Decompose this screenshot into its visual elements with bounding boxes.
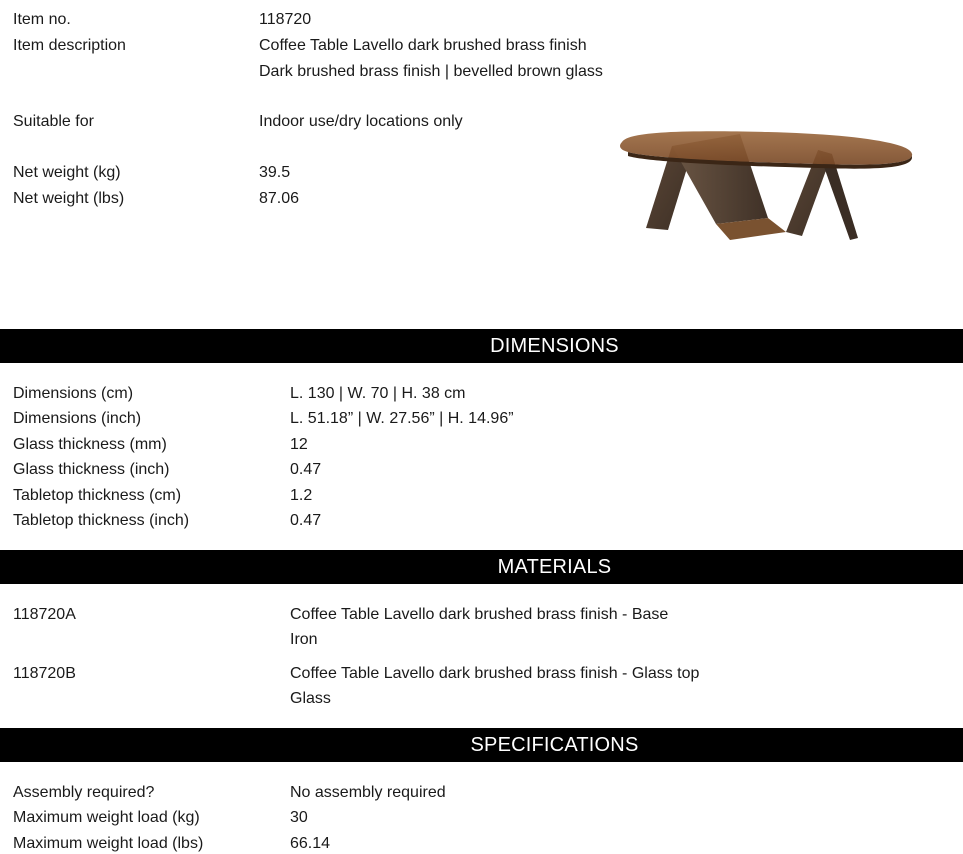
dimensions-value: L. 130 | W. 70 | H. 38 cm [290,385,466,402]
dimensions-heading: DIMENSIONS [0,329,963,363]
specification-label: Maximum weight load (kg) [13,809,200,826]
specification-value: No assembly required [290,784,446,801]
dimensions-label: Tabletop thickness (inch) [13,512,190,529]
specification-value: 30 [290,809,308,826]
item-description-line-1: Coffee Table Lavello dark brushed brass finish [259,37,587,54]
item-no-label: Item no. [13,11,71,28]
net-weight-kg-label: Net weight (kg) [13,164,121,181]
dimensions-value: 0.47 [290,512,322,529]
dimensions-label: Dimensions (cm) [13,385,134,402]
item-description-line-2: Dark brushed brass finish | bevelled brown glass [259,63,603,80]
item-no-value: 118720 [259,11,312,28]
material-description: Coffee Table Lavello dark brushed brass finish - Base [290,606,669,623]
dimensions-value: 12 [290,436,308,453]
specification-label: Assembly required? [13,784,155,801]
item-description-label: Item description [13,37,126,54]
dimensions-value: L. 51.18” | W. 27.56” | H. 14.96” [290,410,514,427]
coffee-table-image [618,128,914,244]
dimensions-value: 0.47 [290,461,322,478]
dimensions-label: Glass thickness (mm) [13,436,167,453]
material-type: Iron [290,631,318,648]
dimensions-label: Dimensions (inch) [13,410,142,427]
suitable-for-label: Suitable for [13,113,94,130]
dimensions-value: 1.2 [290,487,313,504]
net-weight-kg-value: 39.5 [259,164,291,181]
net-weight-lbs-label: Net weight (lbs) [13,190,125,207]
materials-heading: MATERIALS [0,550,963,584]
material-code: 118720B [13,665,76,682]
dimensions-label: Tabletop thickness (cm) [13,487,182,504]
suitable-for-value: Indoor use/dry locations only [259,113,463,130]
material-type: Glass [290,690,331,707]
material-description: Coffee Table Lavello dark brushed brass finish - Glass top [290,665,700,682]
specification-label: Maximum weight load (lbs) [13,835,204,852]
specifications-heading: SPECIFICATIONS [0,728,963,762]
dimensions-label: Glass thickness (inch) [13,461,170,478]
material-code: 118720A [13,606,76,623]
specification-value: 66.14 [290,835,331,852]
net-weight-lbs-value: 87.06 [259,190,300,207]
